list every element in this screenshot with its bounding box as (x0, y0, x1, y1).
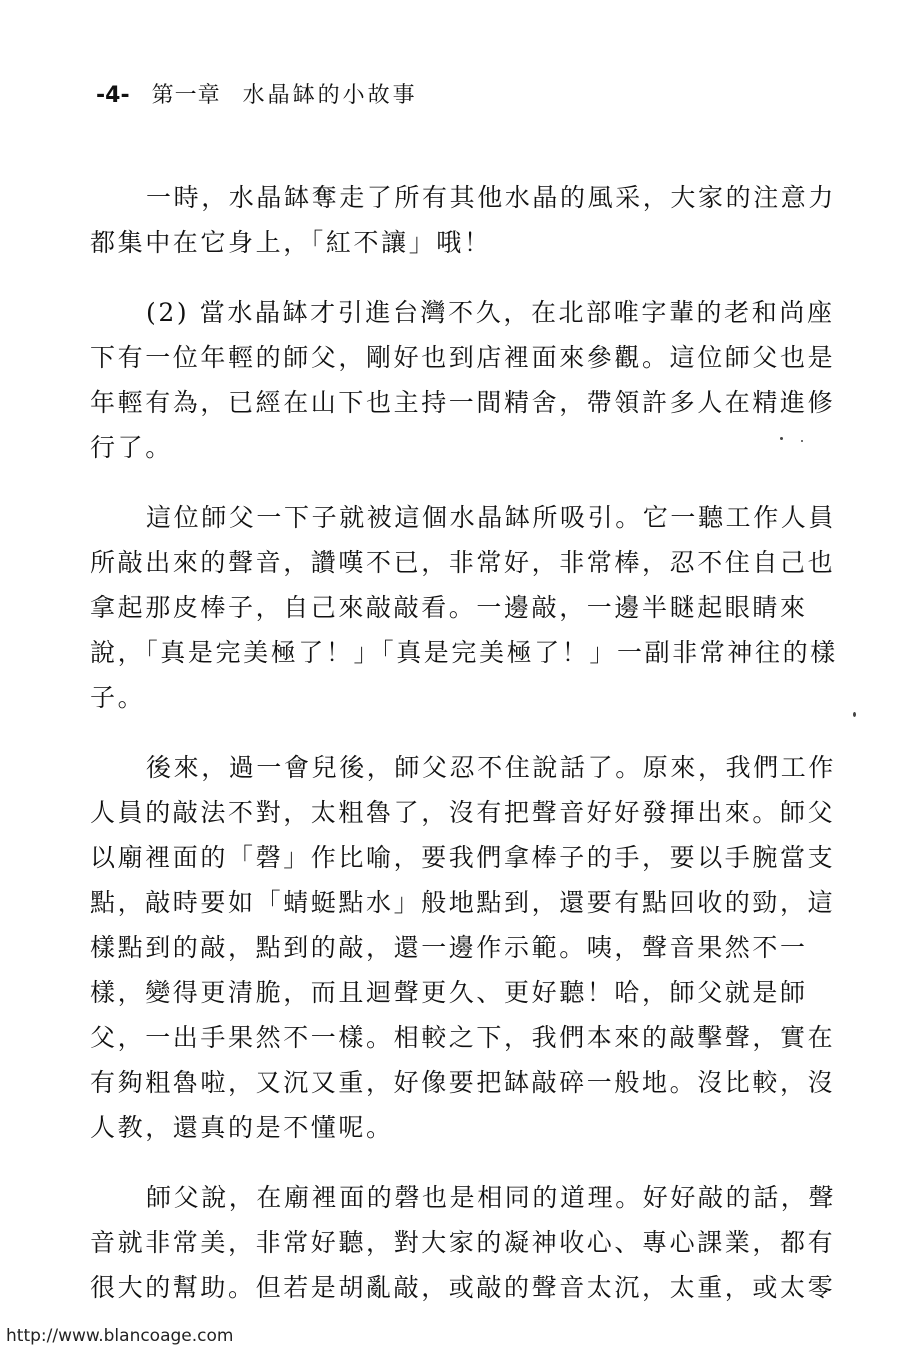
text-line: 一時，水晶缽奪走了所有其他水晶的風采，大家的注意力 (146, 183, 837, 212)
text-line: 音就非常美，非常好聽，對大家的凝神收心、專心課業，都有 (90, 1228, 836, 1257)
text-line: 都集中在它身上，「紅不讓」哦！ (90, 228, 492, 257)
text-line: 所敲出來的聲音，讚嘆不已，非常好，非常棒，忍不住自己也 (90, 548, 836, 577)
scan-speck (801, 440, 803, 442)
text-line: (2) 當水晶缽才引進台灣不久，在北部唯字輩的老和尚座 (146, 298, 835, 327)
text-line: 這位師父一下子就被這個水晶缽所吸引。它一聽工作人員 (146, 503, 837, 532)
scan-speck (780, 437, 783, 440)
paragraph (90, 175, 837, 265)
text-line: 子。 (90, 683, 146, 712)
text-line: 人教，還真的是不懂呢。 (90, 1113, 394, 1142)
page-number: -4- (96, 83, 130, 108)
paragraph (90, 745, 837, 1150)
paragraph (90, 1175, 837, 1310)
text-line: 下有一位年輕的師父，剛好也到店裡面來參觀。這位師父也是 (90, 343, 836, 372)
text-line: 父，一出手果然不一樣。相較之下，我們本來的敲擊聲，實在 (90, 1023, 836, 1052)
text-line: 說，「真是完美極了！」「真是完美極了！」一副非常神往的樣 (90, 638, 838, 667)
text-line: 樣，變得更清脆，而且迴聲更久、更好聽！哈，師父就是師 (90, 978, 808, 1007)
body-text (90, 175, 838, 1335)
text-line: 以廟裡面的「磬」作比喻，要我們拿棒子的手，要以手腕當支 (90, 843, 836, 872)
chapter-title: 水晶缽的小故事 (242, 83, 418, 108)
text-line: 有夠粗魯啦，又沉又重，好像要把缽敲碎一般地。沒比較，沒 (90, 1068, 836, 1097)
scan-speck (853, 712, 856, 717)
text-line: 師父說，在廟裡面的磬也是相同的道理。好好敲的話，聲 (146, 1183, 837, 1212)
paragraph (90, 495, 838, 720)
text-line: 很大的幫助。但若是胡亂敲，或敲的聲音太沉，太重，或太零 (90, 1273, 836, 1302)
chapter-label: 第一章 (151, 83, 221, 108)
text-line: 後來，過一會兒後，師父忍不住說話了。原來，我們工作 (146, 753, 837, 782)
text-line: 拿起那皮棒子，自己來敲敲看。一邊敲，一邊半瞇起眼睛來 (90, 593, 808, 622)
text-line: 樣點到的敲，點到的敲，還一邊作示範。咦，聲音果然不一 (90, 933, 808, 962)
text-line: 行了。 (90, 433, 173, 462)
text-line: 年輕有為，已經在山下也主持一間精舍，帶領許多人在精進修 (90, 388, 836, 417)
text-line: 人員的敲法不對，太粗魯了，沒有把聲音好好發揮出來。師父 (90, 798, 836, 827)
page-header (96, 78, 418, 109)
text-line: 點，敲時要如「蜻蜓點水」般地點到，還要有點回收的勁，這 (90, 888, 836, 917)
paragraph (90, 290, 836, 470)
footer-url: http://www.blancoage.com (6, 1326, 234, 1346)
